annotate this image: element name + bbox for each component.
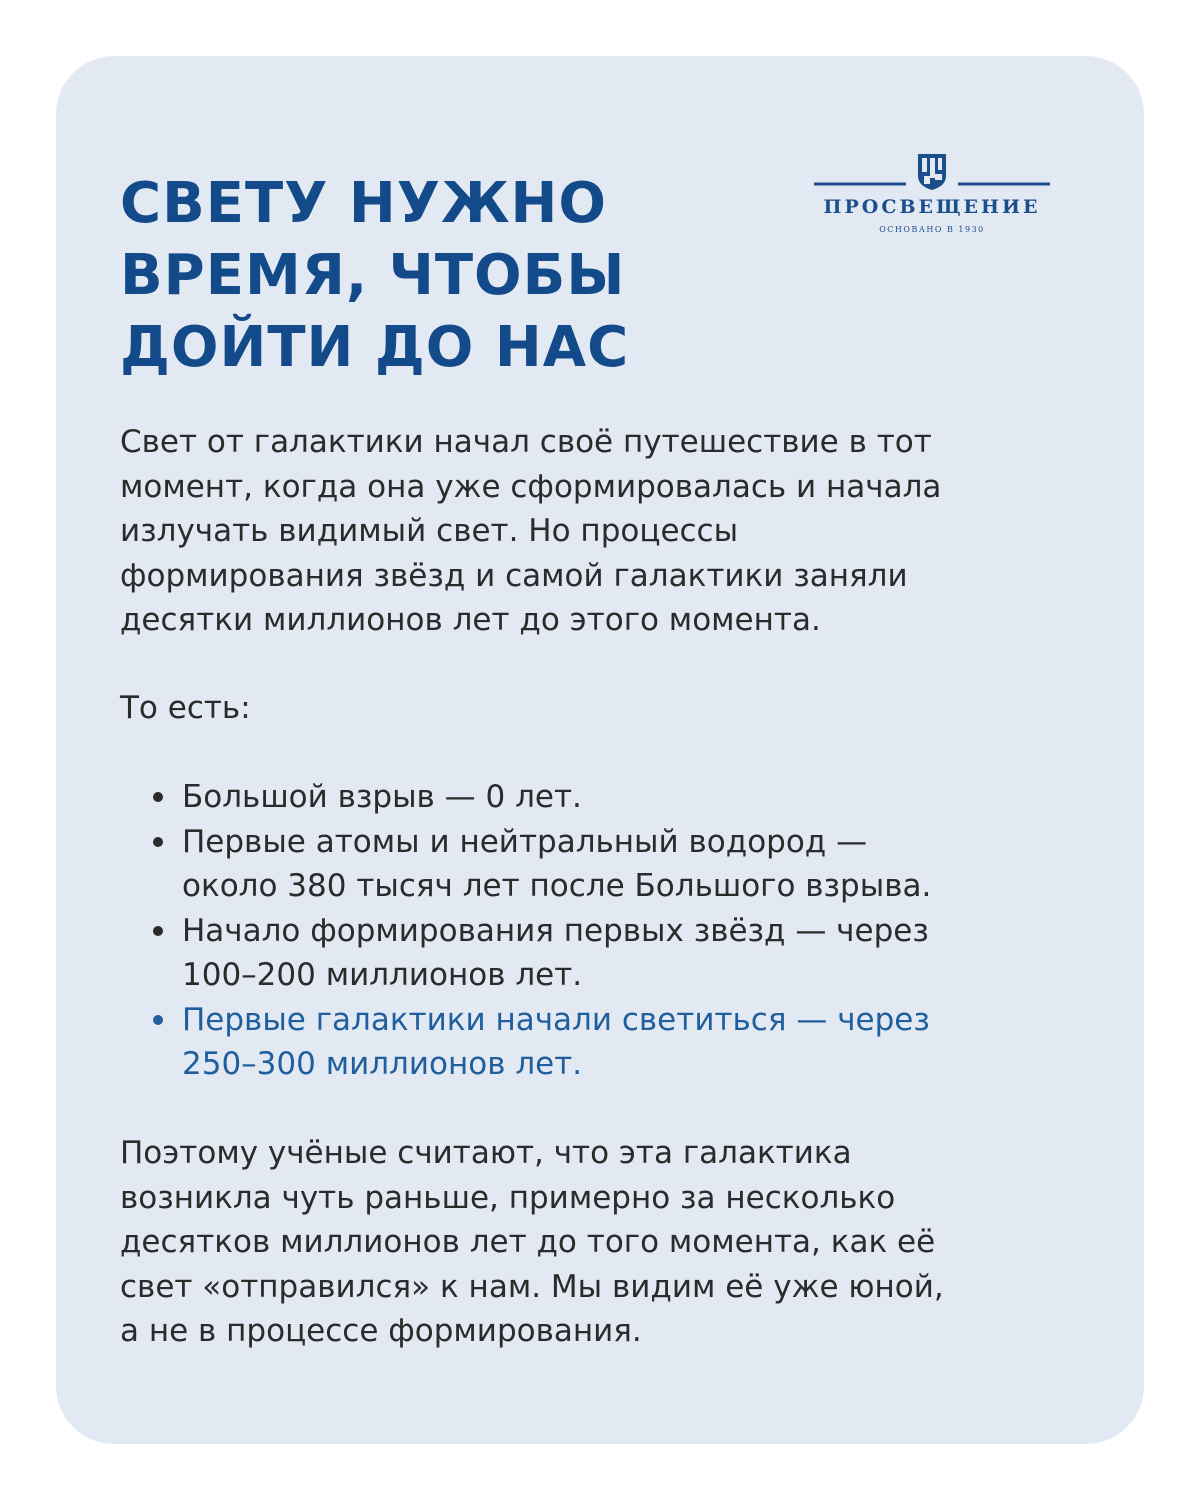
list-item-highlighted [120, 998, 1080, 1087]
text-line: десятков миллионов лет до того момента, как её [120, 1224, 936, 1260]
text-line: а не в процессе формирования. [120, 1313, 642, 1349]
list-item-text: Начало формирования первых звёзд — через [182, 912, 929, 949]
text-line: свет «отправился» к нам. Мы видим её уже юной, [120, 1268, 944, 1305]
list-item [120, 909, 1080, 998]
text-line: десятки миллионов лет до этого момента. [120, 602, 821, 638]
list-item-text: 100–200 миллионов лет. [182, 957, 583, 993]
text-line: Поэтому учёные считают, что эта галактика [120, 1135, 852, 1171]
logo-name: ПРОСВЕЩЕНИЕ [823, 196, 1041, 218]
bullet-icon [153, 792, 163, 802]
timeline-list [120, 775, 1080, 1087]
list-item-text: 250–300 миллионов лет. [182, 1046, 583, 1082]
publisher-logo [812, 148, 1052, 244]
list-item-text: Большой взрыв — 0 лет. [182, 779, 582, 815]
text-line: Свет от галактики начал своё путешествие в тот [120, 424, 932, 460]
text-line: момент, когда она уже сформировалась и начала [120, 468, 942, 505]
bullet-icon [153, 1015, 163, 1025]
list-item-text: около 380 тысяч лет после Большого взрыва. [182, 868, 932, 904]
text-line: То есть: [120, 690, 251, 726]
lead-in-text [120, 686, 1080, 731]
list-item-text: Первые галактики начали светиться — через [182, 1001, 930, 1038]
list-item [120, 820, 1080, 909]
page-title [120, 168, 629, 384]
text-line: возникла чуть раньше, примерно за несколько [120, 1179, 896, 1216]
title-line: СВЕТУ НУЖНО [120, 171, 607, 236]
prosveshchenie-emblem-icon [812, 148, 1052, 196]
text-line: излучать видимый свет. Но процессы [120, 513, 739, 549]
bullet-icon [153, 837, 163, 847]
title-line: ДОЙТИ ДО НАС [120, 315, 630, 380]
list-item-text: Первые атомы и нейтральный водород — [182, 823, 868, 860]
text-line: формирования звёзд и самой галактики заняли [120, 557, 908, 594]
conclusion-paragraph [120, 1131, 1080, 1354]
title-line: ВРЕМЯ, ЧТОБЫ [120, 243, 626, 308]
bullet-icon [153, 926, 163, 936]
intro-paragraph [120, 420, 1080, 643]
logo-subtitle: ОСНОВАНО В 1930 [879, 225, 985, 234]
list-item [120, 775, 1080, 820]
